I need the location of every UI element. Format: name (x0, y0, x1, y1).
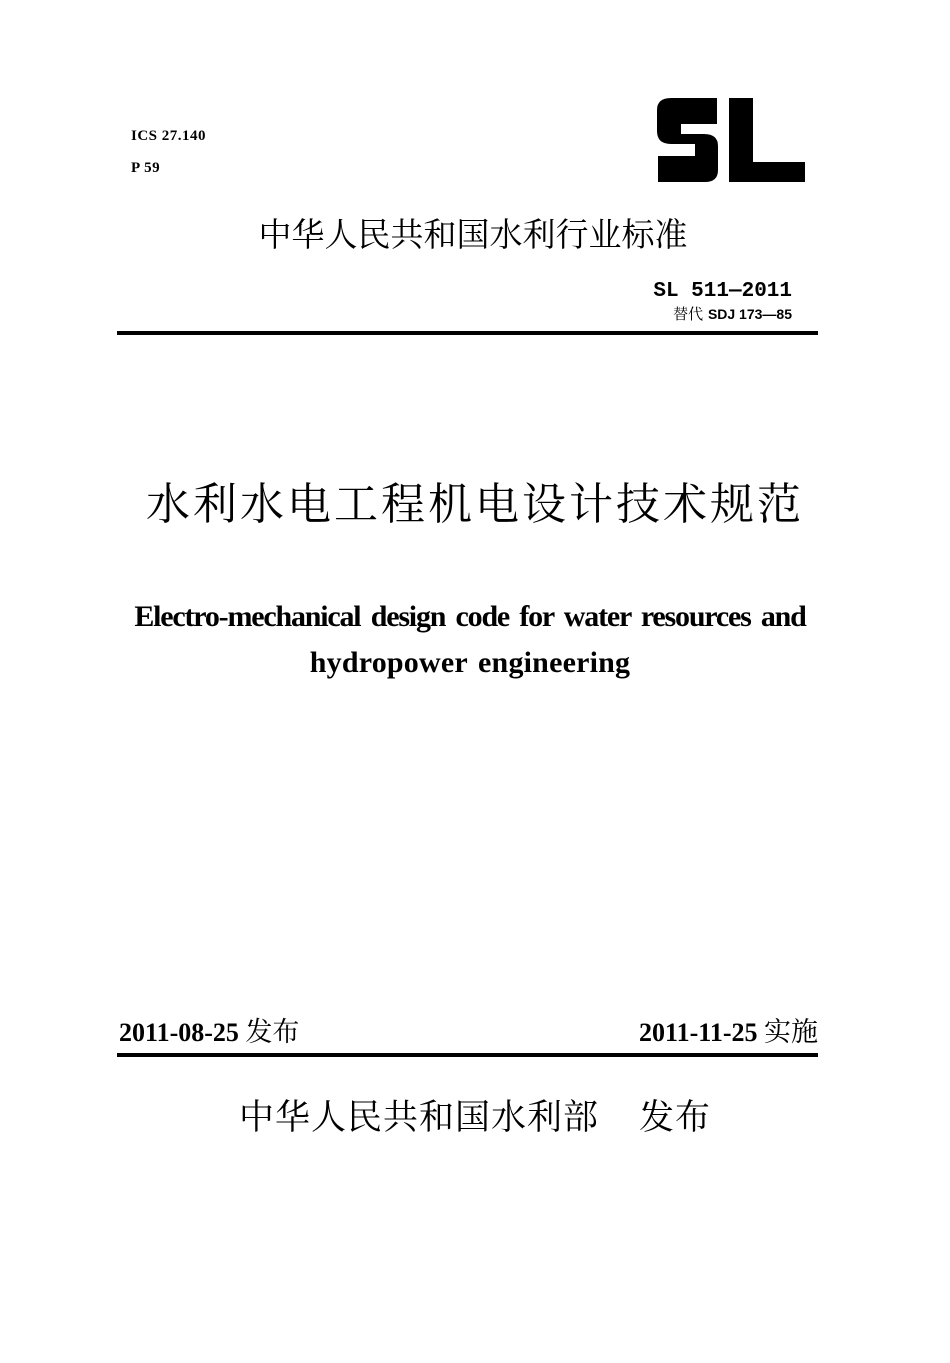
replaces-line (673, 303, 792, 324)
standard-code: SL 511—2011 (653, 280, 792, 303)
replaces-code: SDJ 173—85 (707, 306, 792, 322)
title-english-line-2: hydropower engineering (309, 646, 631, 679)
replaces-label: 替代 (673, 305, 704, 323)
sl-logo-letter-l (729, 98, 805, 182)
top-divider (117, 331, 818, 335)
effective-label: 实施 (764, 1017, 818, 1048)
title-chinese: 水利水电工程机电设计技术规范 (146, 479, 804, 530)
issue-label: 发布 (245, 1017, 300, 1048)
effective-date: 2011-11-25 (639, 1018, 758, 1047)
publisher-name: 中华人民共和国水利部 (238, 1098, 599, 1138)
title-english (120, 594, 820, 686)
standard-type: 中华人民共和国水利行业标准 (258, 215, 688, 254)
issue-date: 2011-08-25 (119, 1018, 239, 1047)
publisher-line (0, 1090, 950, 1140)
sl-logo-letter-s (657, 98, 718, 182)
bottom-divider (117, 1053, 818, 1057)
publisher-action: 发布 (639, 1098, 712, 1138)
sl-logo (655, 98, 805, 182)
ccs-code: P 59 (131, 160, 161, 176)
effective-date-line (639, 1010, 818, 1049)
issue-date-line (119, 1010, 299, 1049)
title-english-line-1: Electro-mechanical design code for water resources and (134, 600, 806, 633)
ics-code: ICS 27.140 (131, 128, 207, 144)
